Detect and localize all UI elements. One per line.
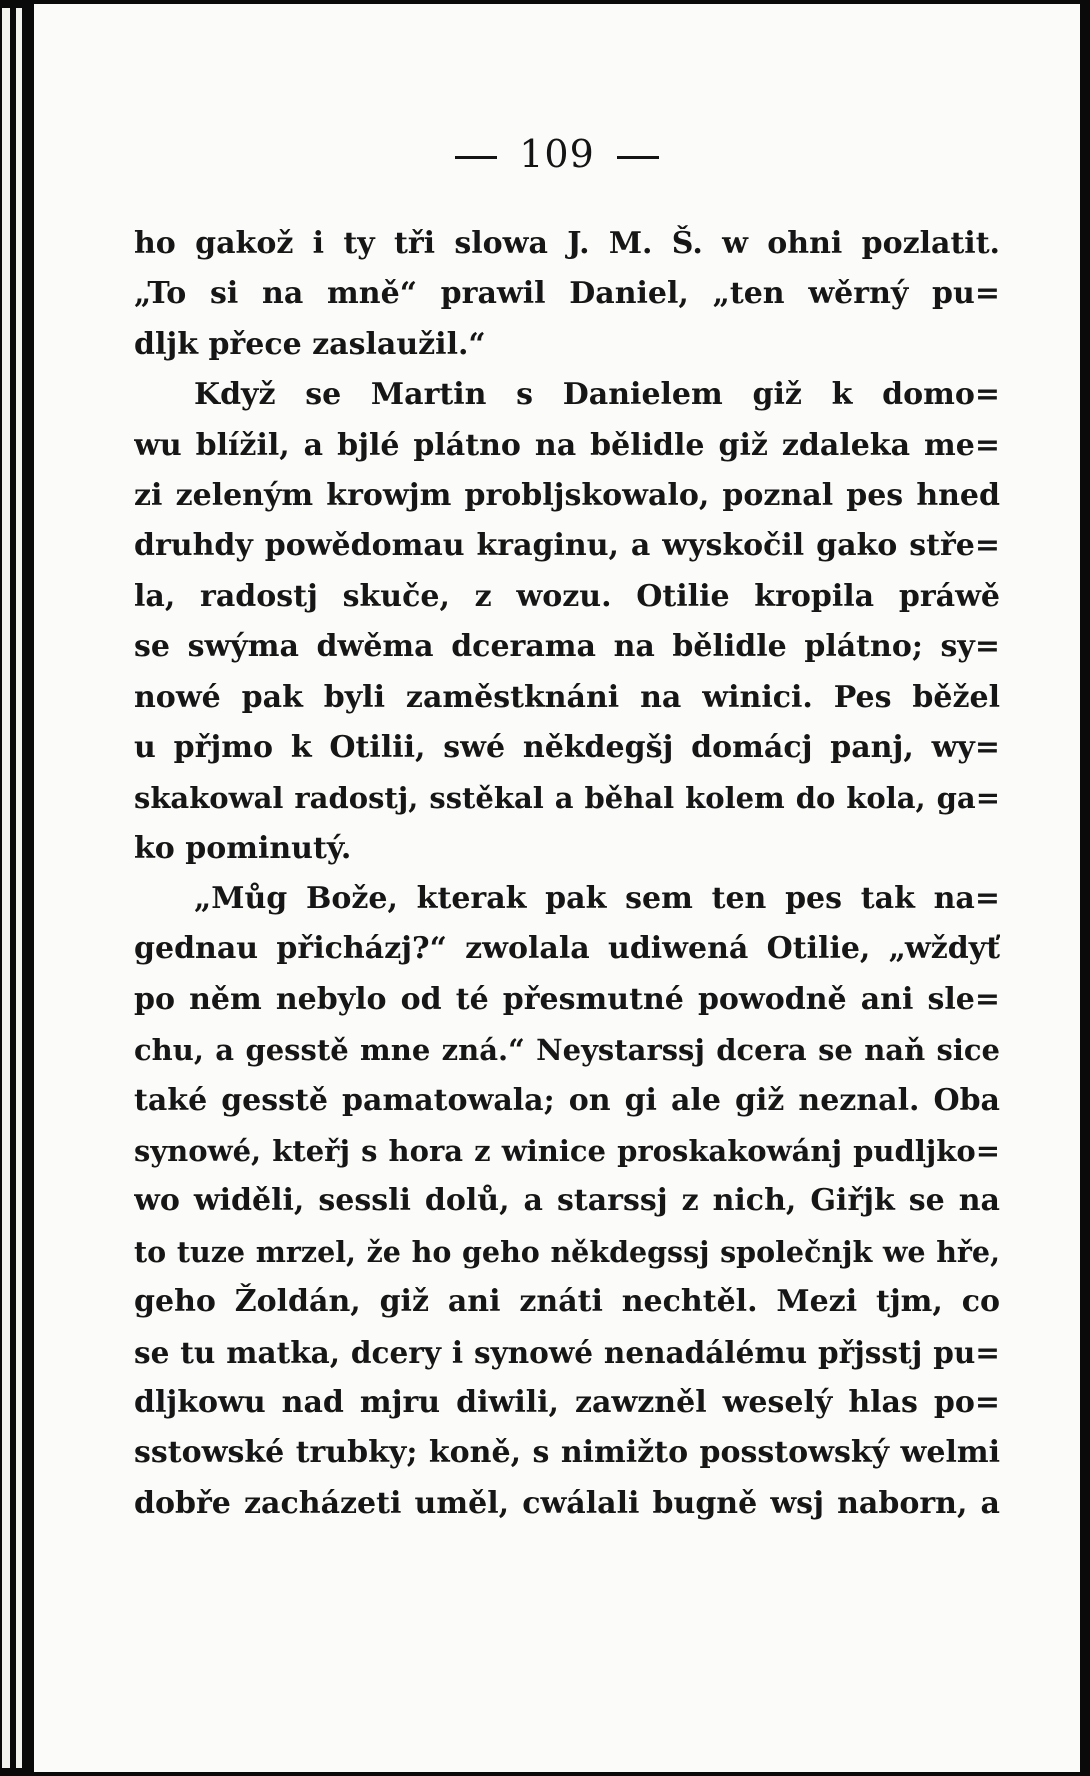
text-line: ko pominutý.	[134, 830, 352, 866]
text-line: skakowal radostj, sstěkal a běhal kolem do kola, ga=	[134, 781, 1000, 816]
text-line: druhdy powědomau kraginu, a wyskočil gako stře=	[134, 528, 1000, 564]
text-line: ho gakož i ty tři slowa J. M. Š. w ohni pozlatit.	[134, 226, 1000, 261]
text-line: la, radostj skuče, z wozu. Otilie kropila práwě	[134, 578, 1000, 614]
book-page	[34, 4, 1080, 1772]
text-line: gednau přicházj?“ zwolala udiwená Otilie, „wždyť	[134, 931, 1000, 967]
header-dash-right	[617, 156, 659, 159]
body-text	[134, 219, 1000, 1529]
page-number: 109	[519, 132, 595, 176]
text-line: nowé pak byli zaměstknáni na winici. Pes běžel	[134, 679, 1000, 715]
scan-left-edge	[0, 0, 34, 1776]
text-line: Když se Martin s Danielem giž k domo=	[194, 377, 1000, 413]
text-line: „To si na mně“ prawil Daniel, „ten wěrný pu=	[134, 276, 1000, 312]
text-line: to tuze mrzel, že ho geho někdegssj společnjk we hře,	[134, 1234, 1000, 1269]
text-line: synowé, kteřj s hora z winice proskakowánj pudljko=	[134, 1134, 1000, 1169]
text-line: dljk přece zaslaužil.“	[134, 326, 486, 362]
text-line: také gesstě pamatowala; on gi ale giž neznal. Oba	[134, 1082, 1000, 1118]
text-line: u přjmo k Otilii, swé někdegšj domácj panj, wy=	[134, 729, 1000, 765]
text-line: se tu matka, dcery i synowé nenadálému přjsstj pu=	[134, 1334, 1000, 1370]
text-line: chu, a gesstě mne zná.“ Neystarssj dcera se naň sice	[134, 1033, 1000, 1068]
text-line: „Můg Bože, kterak pak sem ten pes tak na=	[194, 881, 1000, 917]
text-line: zi zeleným krowjm probljskowalo, poznal pes hned	[134, 477, 1000, 513]
text-line: geho Žoldán, giž ani znáti nechtěl. Mezi tjm, co	[134, 1284, 1000, 1320]
text-line: wo widěli, sessli dolů, a starssj z nich, Giřjk se na	[134, 1183, 1000, 1219]
text-line: se swýma dwěma dcerama na bělidle plátno; sy=	[134, 629, 1000, 665]
text-line: dobře zacházeti uměl, cwálali bugně wsj naborn, a	[134, 1485, 1000, 1521]
header-dash-left	[455, 156, 497, 159]
book-spine-shadow	[10, 0, 16, 1776]
page-header	[34, 132, 1080, 176]
text-line: po něm nebylo od té přesmutné powodně ani sle=	[134, 981, 1000, 1017]
text-line: sstowské trubky; koně, s nimižto posstowský welmi	[134, 1435, 1000, 1471]
text-line: dljkowu nad mjru diwili, zawzněl weselý hlas po=	[134, 1384, 1000, 1420]
text-line: wu blížil, a bjlé plátno na bělidle giž zdaleka me=	[134, 427, 1000, 463]
